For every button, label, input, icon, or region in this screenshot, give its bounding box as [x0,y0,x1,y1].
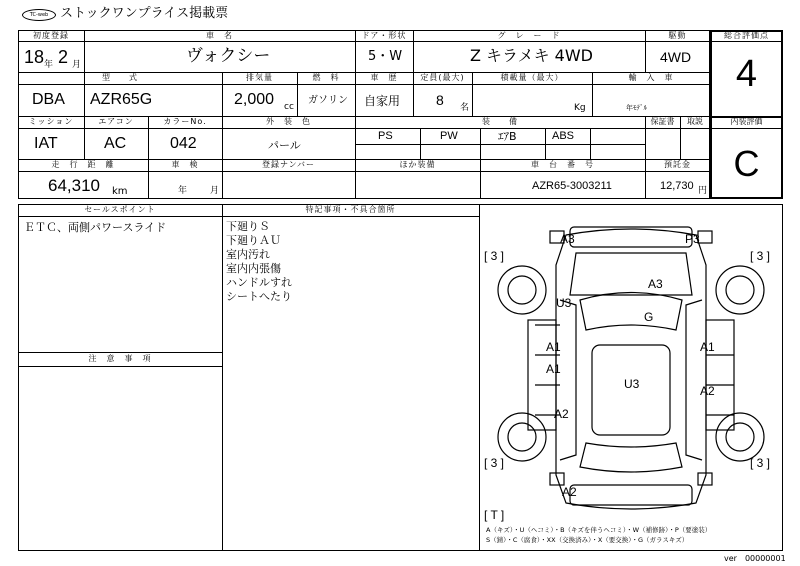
note-item: 下廻りＡＵ [226,234,281,247]
model-prefix: DBA [32,91,65,108]
legend-line-1: A（キズ）・U（ヘコミ）・B（キズを伴うヘコミ）・W（補修跡）・P（要塗装） [486,526,712,534]
label-overall-score: 総合評価点 [724,31,769,40]
logo: TC-web [22,9,56,21]
tire-rear-left: [ 3 ] [484,456,505,470]
label-interior-score: 内装評価 [730,117,763,126]
label-first-reg: 初度登録 [33,31,69,40]
exterior-color: パール [268,139,301,152]
label-other-equip: ほか装備 [399,160,436,169]
history: 自家用 [364,94,401,108]
tire-front-right: [ 3 ] [750,249,771,263]
label-equipment: 装 備 [482,117,518,126]
label-history: 車 歴 [370,73,398,82]
tire-rear-right: [ 3 ] [750,456,771,470]
chassis-number: AZR65-3003211 [532,180,612,192]
inspection-month: 月 [210,186,220,196]
version: ver 00000001 [724,554,786,563]
mark-p3-front-right: P3 [685,232,700,246]
reg-month-unit: 月 [72,60,82,70]
displacement: 2,000 [234,91,275,108]
label-drive: 駆動 [668,31,687,40]
car-name: ヴォクシー [186,46,271,66]
mark-a1-left-1: A1 [546,340,561,354]
label-sales-point: セールスポイント [84,205,156,214]
label-grade: グ レ ー ド [497,31,561,40]
capacity-unit: 名 [460,103,470,113]
price: 12,730 [660,180,694,192]
aircon: AC [104,135,127,152]
document-title: ストックワンプライス掲載票 [60,6,229,21]
label-warranty: 保証書 [650,117,675,126]
load-unit: Kg [574,103,586,113]
spare-tire: [ T ] [484,508,505,522]
mileage: 64,310 [48,176,100,195]
overall-score: 4 [735,53,758,95]
grade: Z キラメキ 4WD [470,46,593,65]
equip-ps: PS [378,130,393,142]
mark-a1-right: A1 [700,340,715,354]
note-item: 室内汚れ [226,248,270,261]
main-info-table [18,30,710,199]
label-chassis: 車 台 番 号 [531,160,594,169]
price-unit: 円 [698,186,708,196]
label-capacity: 定員(最大) [420,73,465,82]
label-model: 型 式 [102,73,138,82]
label-car-name: 車 名 [206,31,233,40]
mark-g-windshield: G [644,310,654,324]
mark-a2-rear: A2 [562,485,577,499]
interior-score: C [733,143,760,184]
note-item: 下廻りＳ [226,220,270,233]
label-notes: 特記事項・不具合箇所 [305,205,396,214]
label-load: 積載量（最大） [500,73,564,82]
drive: 4WD [660,49,692,65]
label-fuel: 燃 料 [312,73,340,82]
equip-pw: PW [440,130,458,142]
label-caution: 注 意 事 項 [88,354,152,363]
notes-list [226,220,292,304]
label-aircon: エアコン [98,117,134,126]
legend-line-2: S（錆）・C（腐食）・XX（交換済み）・X（要交換）・G（ガラスキズ） [486,536,689,544]
fuel: ガソリン [308,95,348,106]
label-exterior: 外 装 色 [266,117,311,126]
label-mileage: 走 行 距 離 [51,160,115,169]
label-import: 輸 入 車 [628,73,674,82]
mileage-unit: km [112,186,128,197]
import-model: 年ﾓﾃﾞﾙ [626,104,647,112]
label-plate: 登録ナンバー [261,160,316,169]
mark-a3-front-left: A3 [560,232,575,246]
mission: IAT [34,135,58,152]
mark-a2-right: A2 [700,384,715,398]
sales-points: ＥＴＣ、両側パワースライド [24,221,167,234]
equip-abs: ABS [552,130,575,142]
label-door: ドア・形状 [361,31,407,40]
mark-a2-left: A2 [554,407,569,421]
mark-u3-center: U3 [624,377,640,391]
color-no: 042 [170,135,197,152]
label-inspection: 車 検 [171,160,199,169]
label-displacement: 排気量 [246,73,273,82]
equip-airbag: ｴｱB [498,130,517,143]
mark-a3-hood: A3 [648,277,663,291]
reg-month: 2 [58,47,69,67]
inspection-year: 年 [178,186,188,196]
note-item: ハンドルすれ [226,276,292,289]
displacement-unit: cc [284,102,294,112]
tire-front-left: [ 3 ] [484,249,505,263]
label-mission: ミッション [28,117,74,126]
door-type: 5・W [368,49,403,64]
car-damage-diagram [480,205,782,525]
mark-a1-left-2: A1 [546,362,561,376]
model: AZR65G [90,91,153,108]
label-color-no: カラーNo. [163,117,207,126]
mark-u3-front-left: U3 [556,296,572,310]
label-manual: 取説 [687,117,703,126]
capacity: 8 [436,92,444,108]
note-item: シートへたり [226,290,292,303]
label-price: 預託金 [664,160,691,169]
note-item: 室内内張傷 [226,262,281,275]
reg-year-unit: 年 [44,60,54,70]
reg-year: 18 [24,47,45,67]
